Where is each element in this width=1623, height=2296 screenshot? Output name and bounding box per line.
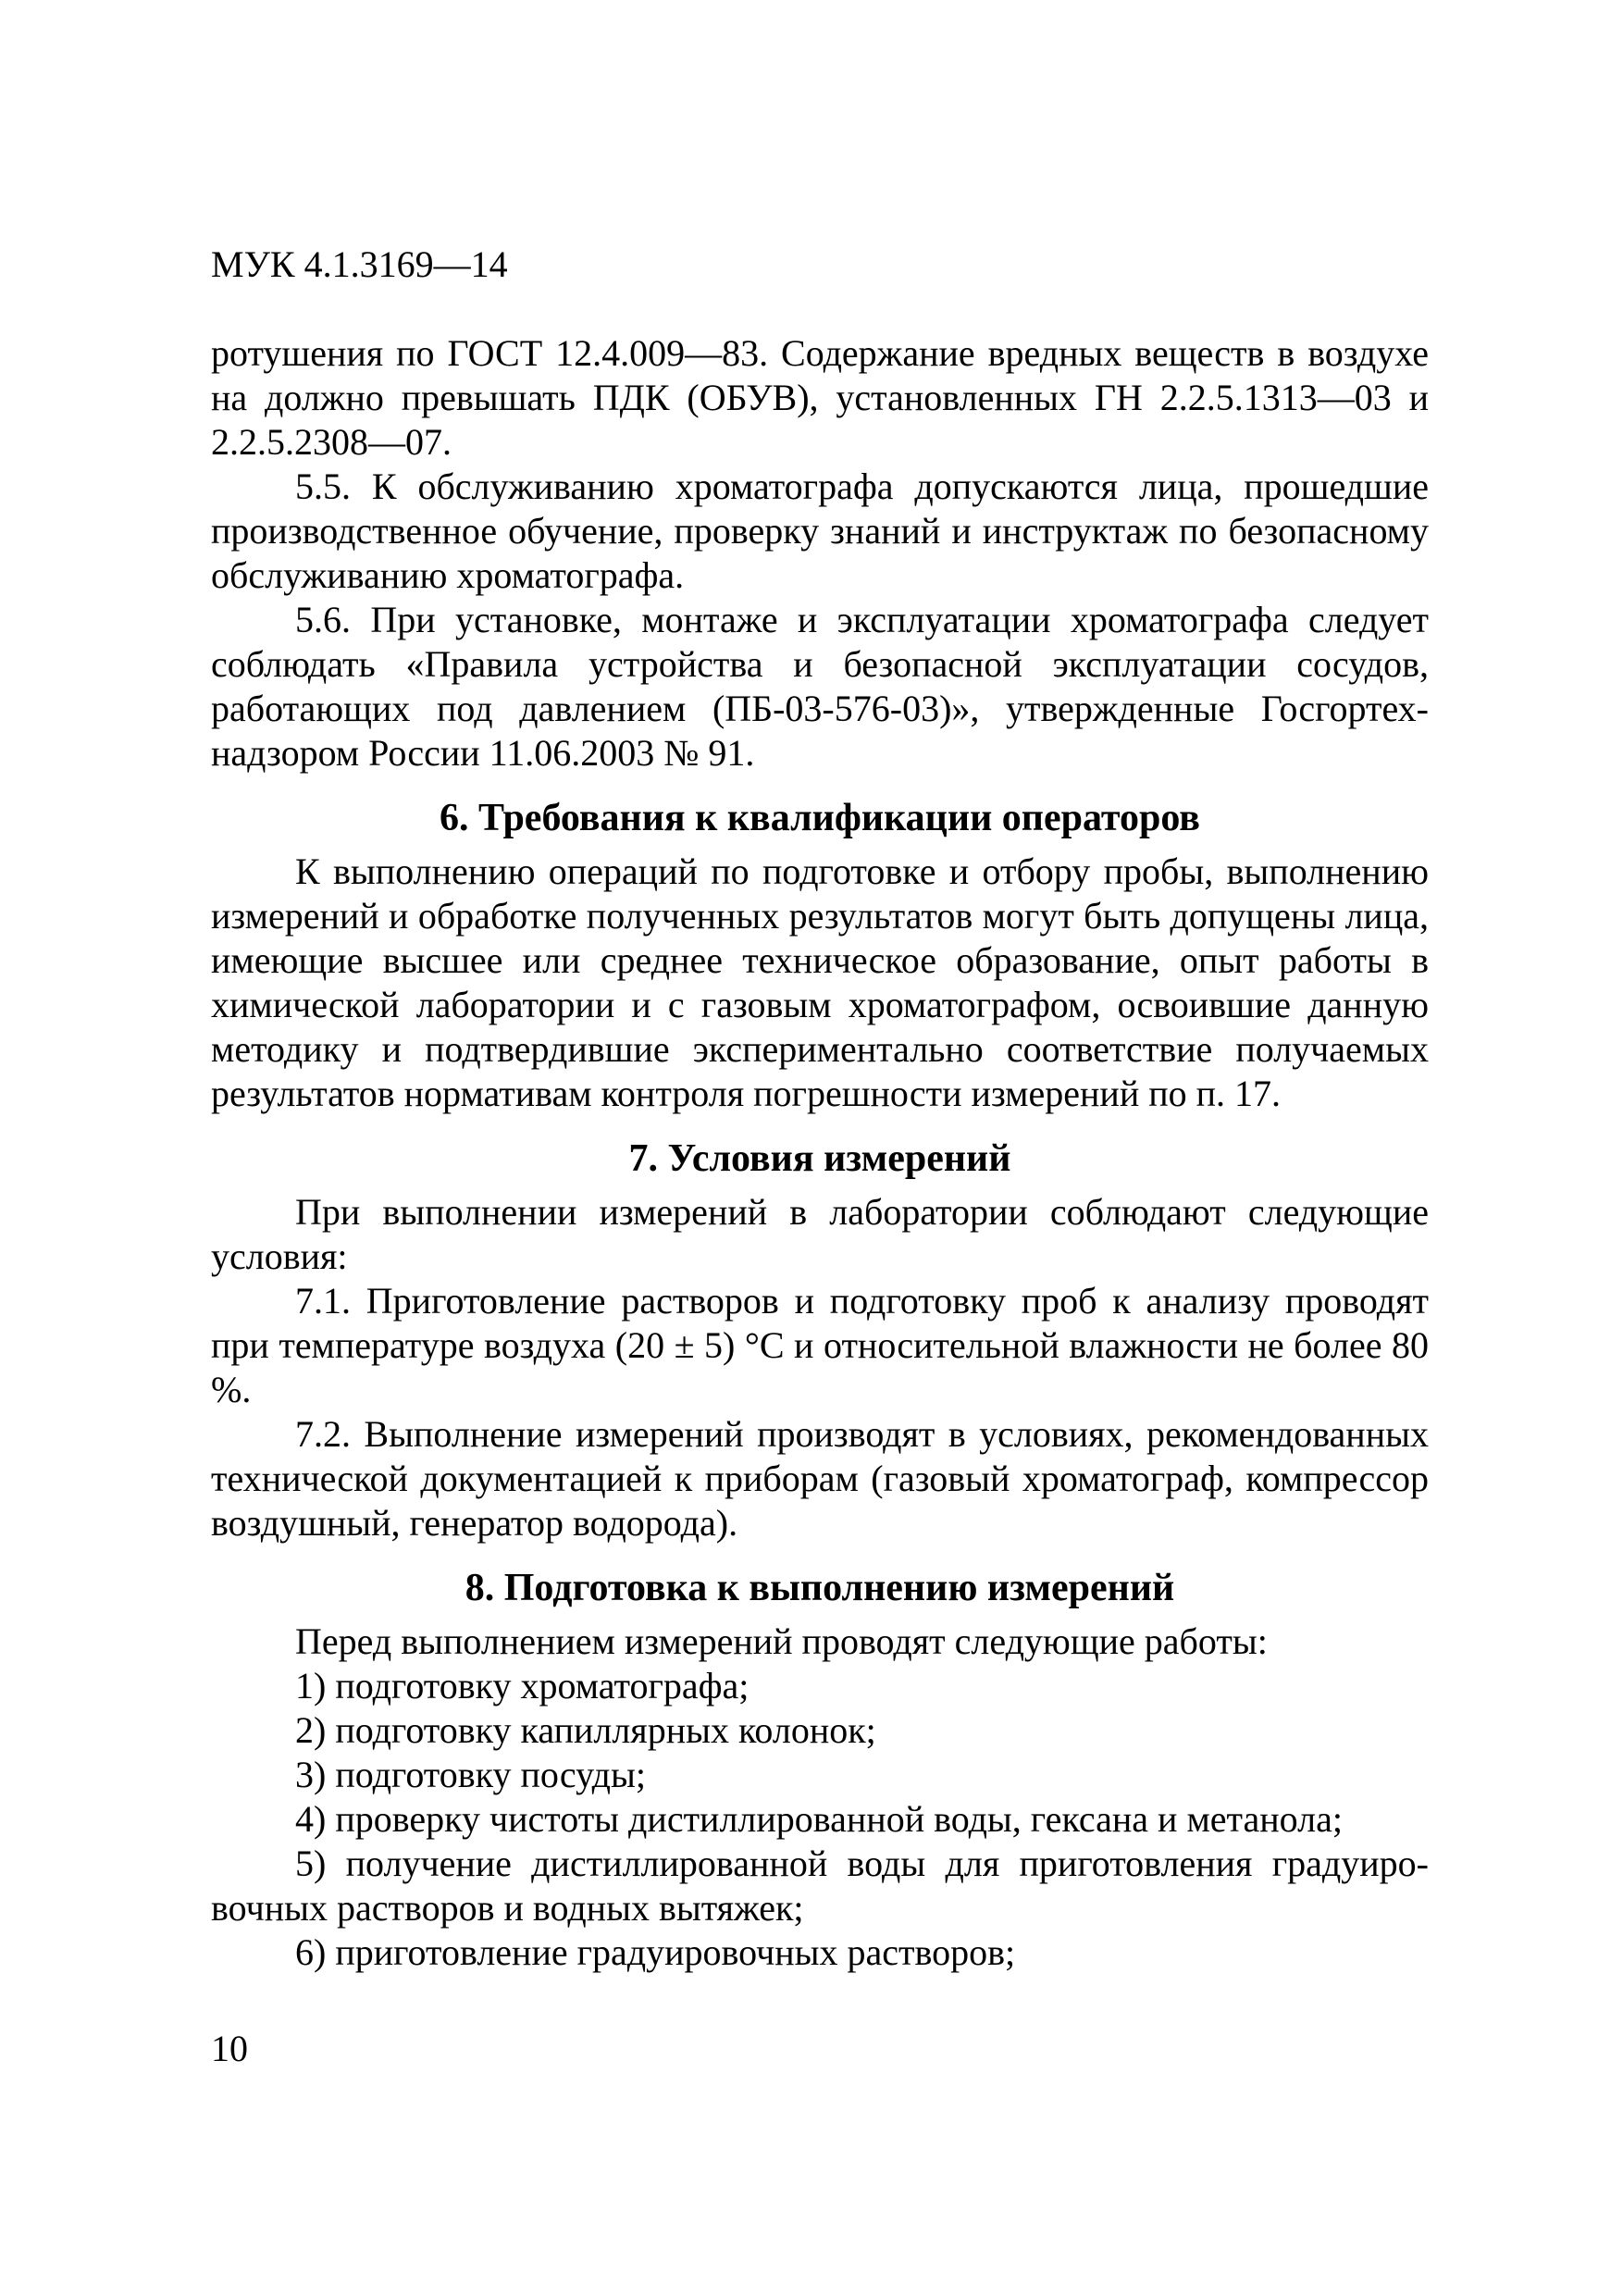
section-8-intro: Перед выполнением измерений проводят следующие работы:	[295, 1620, 1268, 1662]
list-item: 5) получение дистиллированной воды для приготовления градуировочных растворов и водных вытяжек;	[211, 1843, 1429, 1929]
list-item: 1) подготовку хроматографа;	[295, 1665, 750, 1706]
section-5-continued-paragraph: ротушения по ГОСТ 12.4.009—83. Содержание вредных веществ в воздухе на должно превышать ПДК (ОБУВ), установленных ГН 2.2.5.1313—03 и 2.2.5.2308—07.	[211, 332, 1429, 463]
list-item: 3) подготовку посуды;	[295, 1754, 646, 1795]
page-number: 10	[211, 2028, 248, 2069]
paragraph-5-5: 5.5. К обслуживанию хроматографа допускаются лица, прошедшие производственное обучение, проверку знаний и инструктаж по безопасному обслуживанию хроматографа.	[211, 465, 1429, 596]
section-6-paragraph: К выполнению операций по подготовке и отбору пробы, выполнению измерений и обработке полученных результатов могут быть допущены лица, имеющие высшее или среднее техническое образование, опыт работы в химической лаборатории и с газовым хроматографом, освоившие данную методику и подтвердившие экспериментально соответствие получаемых результатов нормативам контроля погрешности измерений по п. 17.	[211, 850, 1429, 1114]
section-8-heading: 8. Подготовка к выполнению измерений	[465, 1567, 1175, 1609]
paragraph-7-1: 7.1. Приготовление растворов и подготовку проб к анализу проводят при температуре воздуха (20 ± 5) °С и относительной влажности не более 80 %.	[211, 1280, 1429, 1410]
section-7-intro: При выполнении измерений в лаборатории соблюдают следующие условия:	[211, 1191, 1429, 1277]
document-body	[211, 331, 1429, 1975]
section-6-heading: 6. Требования к квалификации операторов	[440, 797, 1200, 839]
list-item: 4) проверку чистоты дистиллированной воды, гексана и метанола;	[295, 1798, 1343, 1840]
paragraph-7-2: 7.2. Выполнение измерений производят в условиях, рекомендованных технической документацией к приборам (газовый хроматограф, компрессор воздушный, генератор водорода).	[211, 1413, 1429, 1544]
document-code: МУК 4.1.3169—14	[211, 243, 508, 285]
list-item: 6) приготовление градуировочных растворов;	[295, 1931, 1016, 1973]
section-7-heading: 7. Условия измерений	[628, 1137, 1011, 1180]
paragraph-5-6: 5.6. При установке, монтаже и эксплуатации хроматографа следует соблюдать «Правила устройства и безопасной эксплуатации сосудов, работающих под давлением (ПБ-03-576-03)», утвержденные Госгортехнадзором России 11.06.2003 № 91.	[211, 599, 1429, 774]
list-item: 2) подготовку капиллярных колонок;	[295, 1709, 876, 1751]
